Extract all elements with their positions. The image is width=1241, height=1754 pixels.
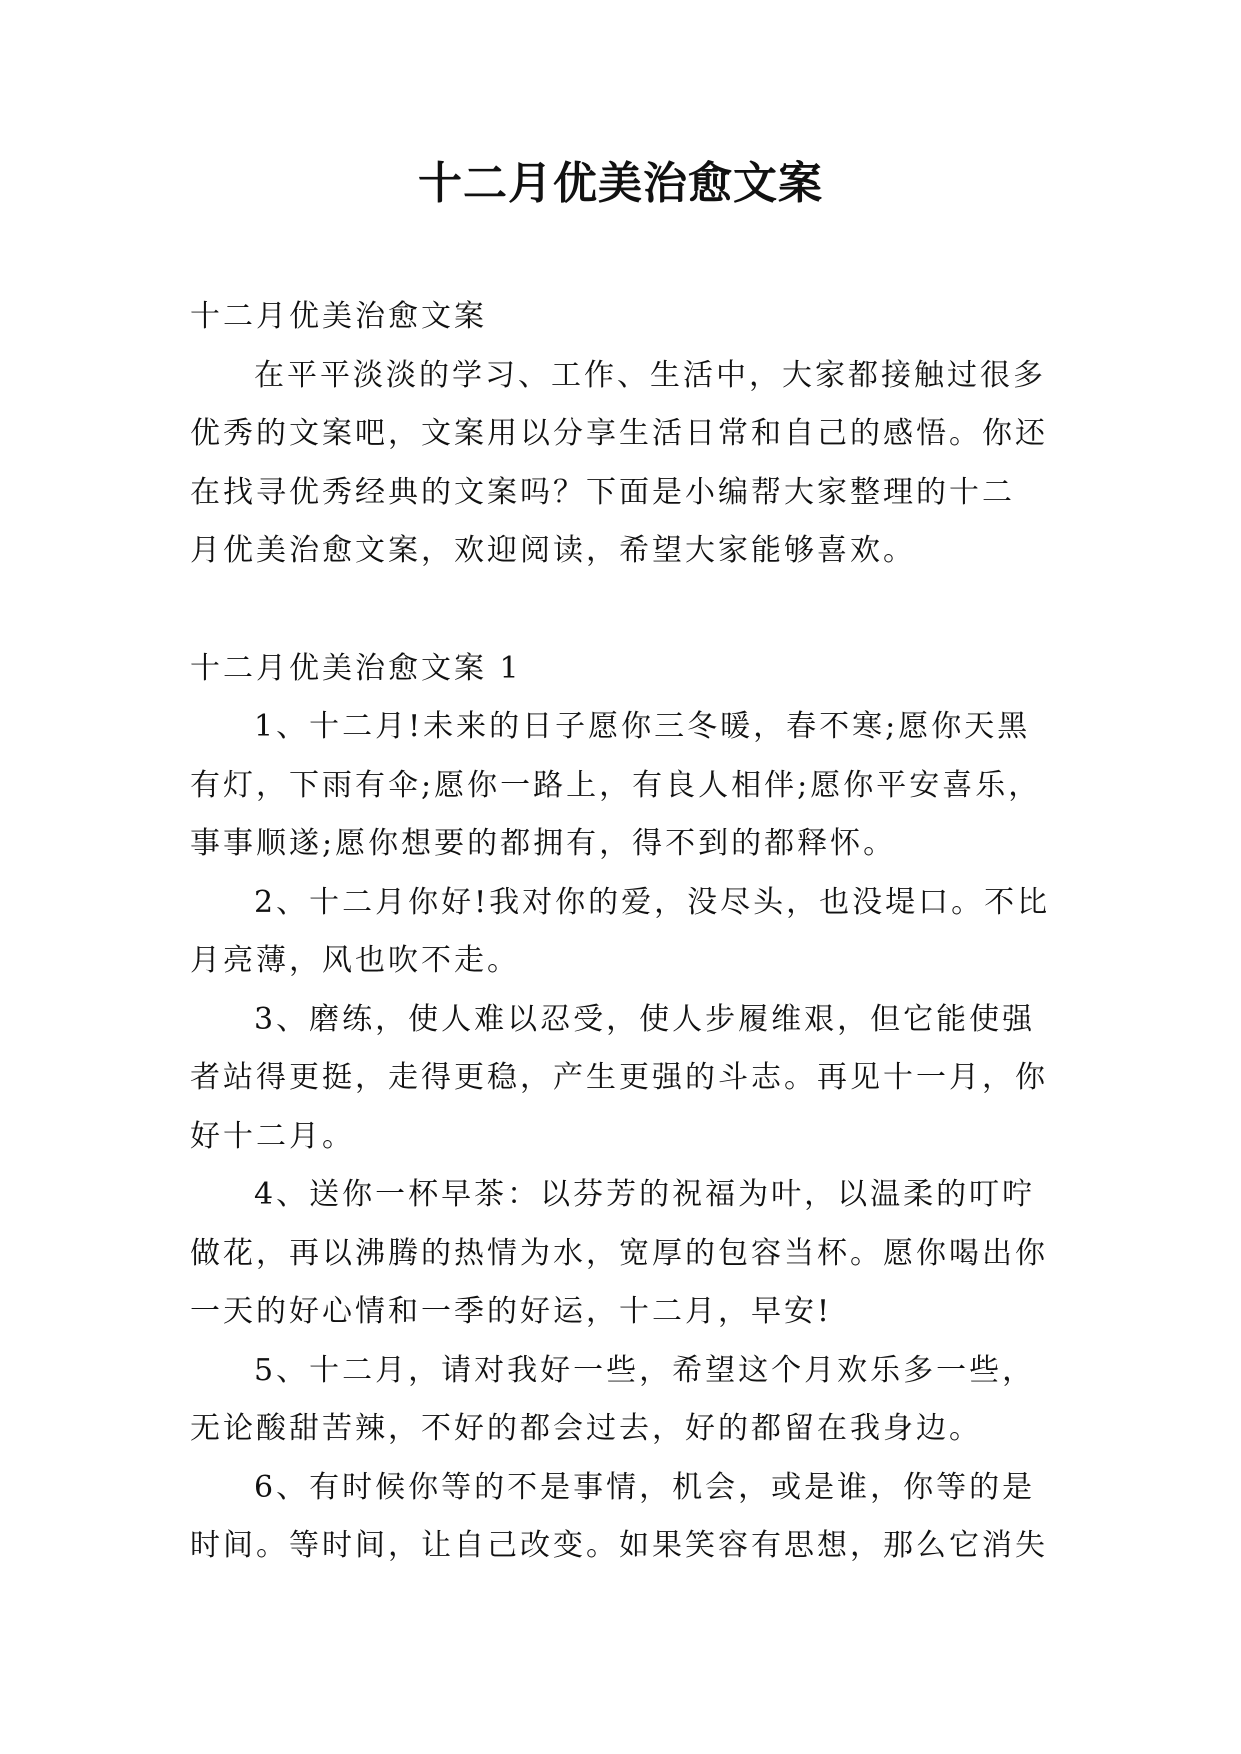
intro-line-1: 在平平淡淡的学习、工作、生活中，大家都接触过很多 [254, 357, 1046, 393]
document-body [190, 288, 1050, 1576]
item-4-line-1: 4、送你一杯早茶：以芬芳的祝福为叶，以温柔的叮咛 [254, 1177, 1036, 1212]
item-2-line-1: 2、十二月你好!我对你的爱，没尽头，也没堤口。不比 [254, 884, 1051, 920]
intro-line-2: 优秀的文案吧，文案用以分享生活日常和自己的感悟。你还 [190, 416, 1048, 451]
item-3-line-2: 者站得更挺，走得更稳，产生更强的斗志。再见十一月，你 [190, 1060, 1048, 1095]
item-5-line-2: 无论酸甜苦辣，不好的都会过去，好的都留在我身边。 [190, 1411, 982, 1446]
item-3-line-3: 好十二月。 [190, 1118, 355, 1154]
intro-line-3: 在找寻优秀经典的文案吗？下面是小编帮大家整理的十二 [190, 474, 1015, 510]
section-1-heading: 十二月优美治愈文案 1 [190, 650, 522, 686]
item-1-line-3: 事事顺遂;愿你想要的都拥有，得不到的都释怀。 [190, 826, 897, 861]
item-6-line-2: 时间。等时间，让自己改变。如果笑容有思想，那么它消失 [190, 1528, 1048, 1563]
item-6-line-1: 6、有时候你等的不是事情，机会，或是谁，你等的是 [254, 1469, 1036, 1505]
section-gap [190, 581, 1050, 640]
document-title: 十二月优美治愈文案 [418, 158, 823, 209]
item-2-line-2: 月亮薄，风也吹不走。 [190, 943, 520, 978]
item-5-line-1: 5、十二月，请对我好一些，希望这个月欢乐多一些， [254, 1352, 1036, 1388]
item-1-line-1: 1、十二月!未来的日子愿你三冬暖，春不寒;愿你天黑 [254, 709, 1031, 744]
item-3-line-1: 3、磨练，使人难以忍受，使人步履维艰，但它能使强 [254, 1001, 1036, 1037]
item-4-line-2: 做花，再以沸腾的热情为水，宽厚的包容当杯。愿你喝出你 [190, 1235, 1048, 1271]
item-4-line-3: 一天的好心情和一季的好运，十二月，早安! [190, 1294, 833, 1329]
intro-line-4: 月优美治愈文案，欢迎阅读，希望大家能够喜欢。 [190, 533, 916, 568]
intro-heading: 十二月优美治愈文案 [190, 299, 487, 334]
item-1-line-2: 有灯，下雨有伞;愿你一路上，有良人相伴;愿你平安喜乐， [190, 767, 1042, 803]
